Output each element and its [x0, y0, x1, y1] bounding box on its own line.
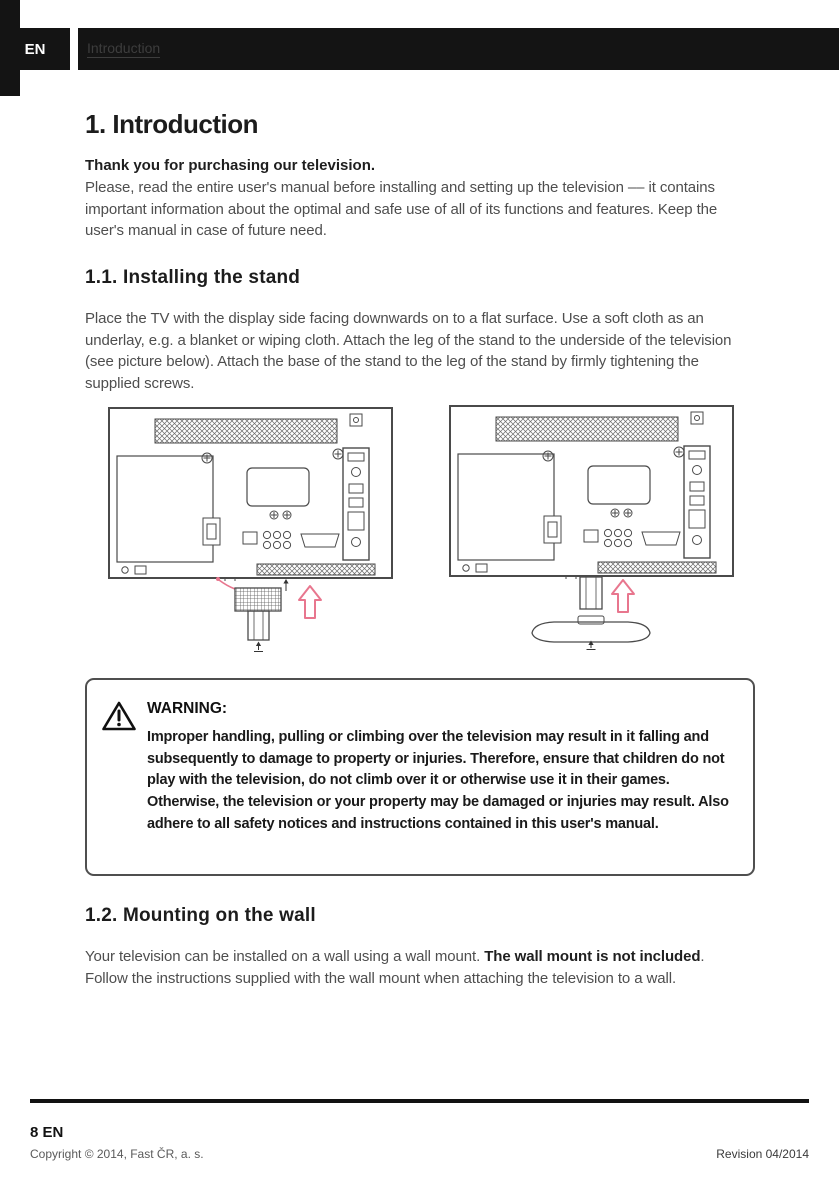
up-arrow-icon [612, 580, 634, 612]
stand-paragraph: Place the TV with the display side facing downwards on to a flat surface. Use a soft cloth as an underlay, e.g. a blanket or wiping cloth. Attach the leg of the stand to the underside of the television (see picture below). Attach the base of the stand to the leg of the stand by firmly tightening the supplied screws. [85, 310, 732, 392]
insert-direction-mark [254, 642, 263, 652]
intro-lead-block [85, 157, 757, 242]
intro-paragraph: Please, read the entire user's manual before installing and setting up the television –– it contains important information about the optimal and safe use of all of its functions and features. Keep the user's manual in case of future need. [85, 179, 718, 240]
warning-triangle-icon [101, 700, 137, 732]
stand-leg-column [248, 611, 269, 640]
footer-page-number: 8 EN [30, 1124, 64, 1141]
stand-leg-lines [586, 577, 596, 609]
wall-p1-bold: The wall mount is not included [484, 948, 701, 965]
footer-revision: Revision 04/2014 [716, 1147, 809, 1161]
language-tab [0, 28, 70, 70]
wall-p1-normal: Your television can be installed on a wall using a wall mount. [85, 948, 485, 965]
footer-copyright: Copyright © 2014, Fast ČR, a. s. [30, 1147, 204, 1161]
section-title-introduction: 1. Introduction [85, 109, 259, 139]
wall-paragraph-1 [85, 946, 735, 968]
stand-leg-bracket [235, 588, 281, 611]
header-bar [78, 28, 839, 70]
stand-leg-attached [580, 577, 602, 609]
tv-back-stand-base-diagram [448, 404, 740, 652]
warning-label: WARNING: [147, 700, 228, 717]
screw-hole-leader-line [219, 580, 235, 589]
stand-base-hub [578, 616, 604, 624]
tv-back-with-stand-leg-drawing [107, 406, 399, 654]
stand-base-pedestal [532, 622, 650, 642]
section-title-installing-stand: 1.1. Installing the stand [85, 267, 301, 288]
footer-rule [30, 1099, 809, 1103]
screw-hole-dot [216, 577, 220, 581]
stand-leg-column-lines [254, 611, 263, 640]
warning-content [147, 698, 739, 836]
tv-back-with-stand-base-drawing [448, 404, 740, 652]
section-title-mounting-wall: 1.2. Mounting on the wall [85, 905, 316, 926]
attach-direction-mark [283, 579, 288, 591]
tv-back-stand-leg-diagram [107, 406, 399, 654]
wall-paragraphs [85, 946, 735, 989]
wall-paragraph-2: Follow the instructions supplied with the wall mount when attaching the television to a wall. [85, 969, 677, 987]
up-arrow-icon [299, 586, 321, 618]
warning-box [85, 678, 755, 876]
warning-text: Improper handling, pulling or climbing over the television may result in it falling and subsequently to damage to property or injuries. Therefore, ensure that children do not play with the television, do not climb over it or otherwise use it in their games. Otherwise, the television or your property may be damaged or injuries may result. Also adhere to all safety notices and instructions contained in this user's manual. [147, 729, 729, 832]
intro-lead-bold: Thank you for purchasing our television. [85, 157, 376, 174]
breadcrumb: Introduction [87, 40, 161, 56]
wall-p1-end: . [700, 948, 705, 965]
language-label: EN [24, 40, 46, 58]
